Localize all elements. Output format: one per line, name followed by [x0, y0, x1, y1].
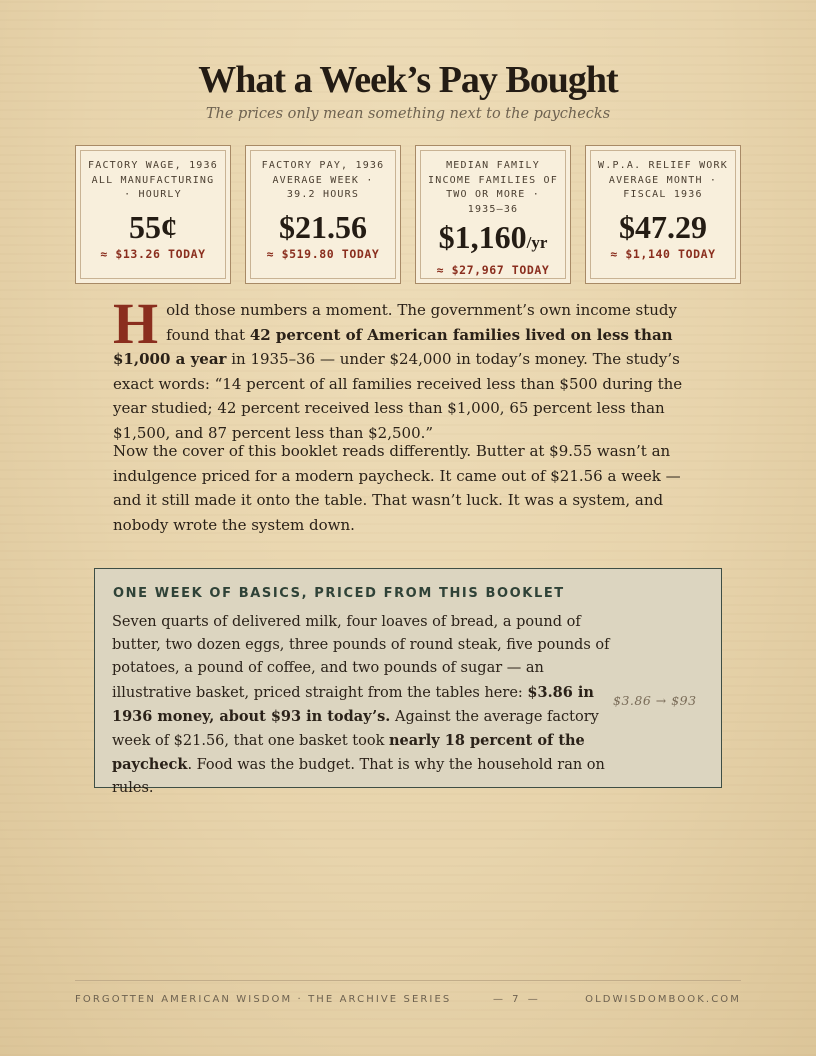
page-title: What a Week’s Pay Bought: [198, 59, 618, 101]
stat-card-factory-pay: [245, 145, 401, 284]
stat-card-wpa-relief: [585, 145, 741, 284]
intro-text-a: old those numbers a moment. The government’s own income study found that: [166, 301, 678, 344]
stat-card-value: $47.29: [619, 208, 707, 245]
intro-highlight: 42 percent of American families lived on less than $1,000 a year: [113, 325, 673, 368]
callout-text-a: Seven quarts of delivered milk, four loaves of bread, a pound of butter, two dozen eggs, three pounds of round steak, five pounds of potatoes, a pound of coffee, and two pounds of sugar — an illustrative basket, priced straight from the tables here:: [112, 614, 610, 701]
stat-card-today: ≈ $13.26 TODAY: [100, 246, 206, 261]
callout-bold-a: $3.86 in 1936 money, about $93 in today’s.: [112, 683, 594, 725]
footer-website-link[interactable]: OLDWISDOMBOOK.COM: [585, 994, 741, 1005]
stat-card-label: FACTORY PAY, 1936 AVERAGE WEEK · 39.2 HOURS: [261, 160, 385, 201]
margin-note: $3.86 → $93: [613, 693, 697, 708]
intro-text-b: in 1935–36 — under $24,000 in today’s money. The study’s exact words: “14 percent of all families received less than $500 during the year studied; 42 percent received less than $1,000, 65 percent less than $1,500, and 87 percent less than $2,500.”: [113, 350, 683, 442]
callout-bold-b: nearly 18 percent of the paycheck: [112, 732, 585, 774]
stat-card-label: MEDIAN FAMILY INCOME FAMILIES OF TWO OR MORE · 1935–36: [428, 160, 558, 215]
footer-series: FORGOTTEN AMERICAN WISDOM · THE ARCHIVE SERIES: [75, 994, 452, 1005]
stat-card-label: FACTORY WAGE, 1936 ALL MANUFACTURING · HOURLY: [88, 160, 218, 201]
stat-card-value: $21.56: [279, 208, 367, 245]
stat-cards: [75, 145, 741, 284]
stat-card-value: [421, 219, 565, 261]
stat-card-unit: /yr: [526, 233, 548, 253]
footer-rule: [75, 980, 741, 981]
basics-callout-box: [94, 568, 722, 797]
stat-card-median-income: [415, 145, 571, 284]
stat-card-today: ≈ $1,140 TODAY: [610, 246, 716, 261]
stat-card-today: ≈ $27,967 TODAY: [436, 263, 550, 278]
callout-heading: ONE WEEK OF BASICS, PRICED FROM THIS BOOKLET: [113, 586, 565, 601]
stat-card-factory-wage: [75, 145, 231, 284]
page-subtitle: The prices only mean something next to the paychecks: [205, 106, 611, 122]
callout-text-c: . Food was the budget. That is why the household ran on rules.: [112, 757, 605, 797]
drop-cap: H: [113, 291, 159, 356]
callout-text-b: Against the average factory week of $21.56, that one basket took: [112, 708, 599, 750]
stat-card-number: $1,160: [438, 219, 527, 256]
callout-body: [112, 611, 627, 801]
stat-card-label: W.P.A. RELIEF WORK AVERAGE MONTH · FISCAL 1936: [598, 160, 728, 201]
intro-paragraph: [113, 291, 713, 445]
footer-page-number: — 7 —: [493, 994, 541, 1005]
second-paragraph: Now the cover of this booklet reads differently. Butter at $9.55 wasn’t an indulgence priced for a modern paycheck. It came out of $21.56 a week — and it still made it onto the table. That wasn’t luck. It was a system, and nobody wrote the system down.: [113, 442, 681, 534]
stat-card-today: ≈ $519.80 TODAY: [266, 246, 380, 261]
stat-card-value: 55¢: [129, 208, 177, 245]
